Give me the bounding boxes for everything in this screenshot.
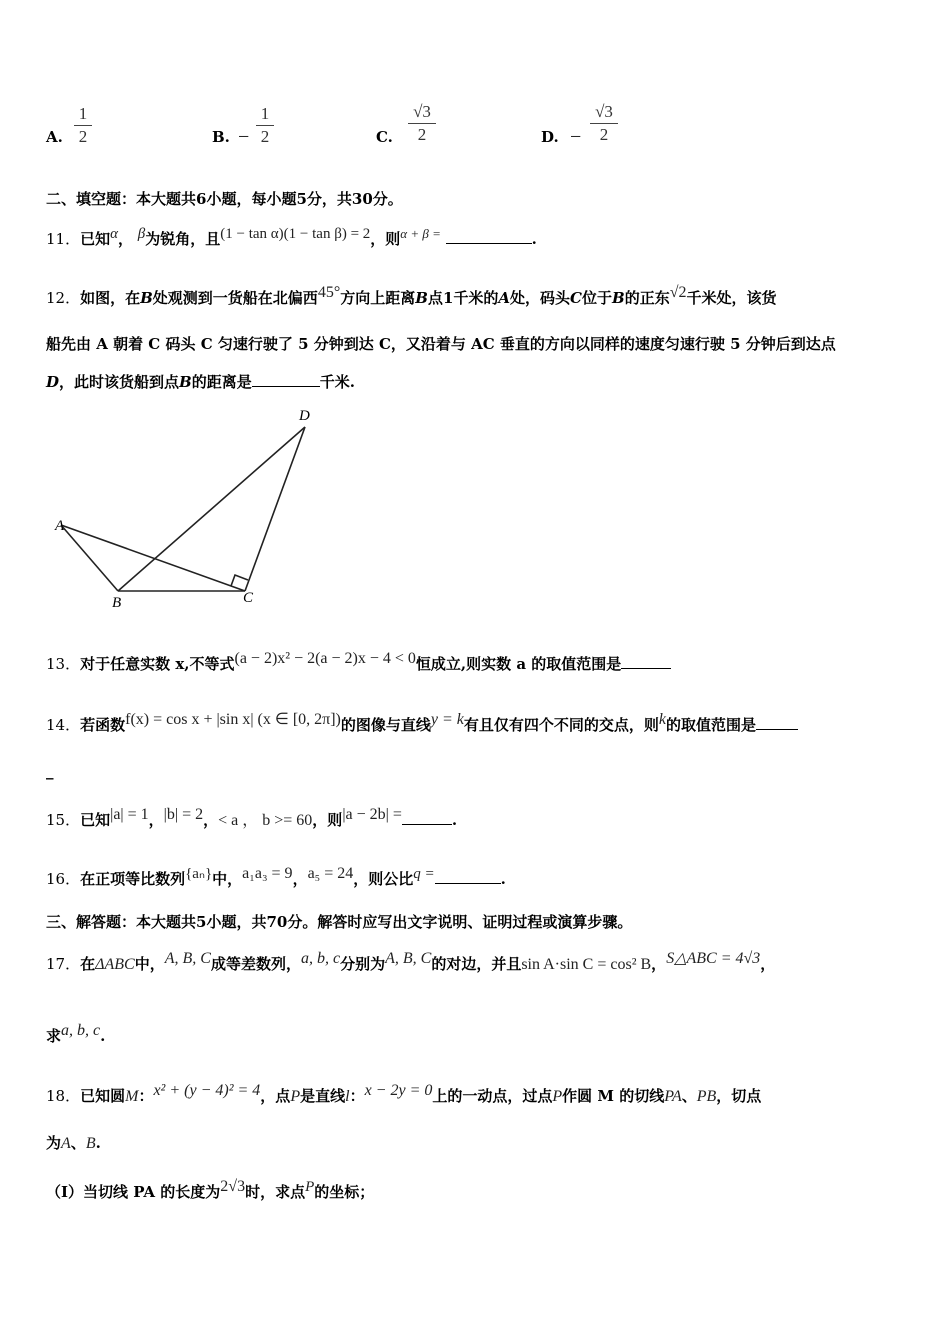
option-b-sign: − bbox=[238, 126, 250, 148]
q17-line-2: 求$^{a, b, c}$. bbox=[46, 1022, 106, 1045]
q17-line-1: 17．在ΔABC中，$^{A, B, C}$成等差数列，$^{a, b, c}$分别为$^{A, B, C}$的对边，并且sin A·sin C = cos² B，$^{S\triangle ABC = 4√3}$， bbox=[46, 950, 776, 973]
label-a: A bbox=[55, 518, 65, 534]
segment-bd bbox=[118, 427, 305, 591]
q18-part-1: （Ⅰ）当切线 PA 的长度为$^{2√3}$时，求点$^P$的坐标； bbox=[46, 1178, 375, 1201]
q14-line: 14．若函数$^{f(x) = cos x + |sin x| (x \in [0, 2\pi])}$的图像与直线$^{y = k}$有且仅有四个不同的交点，则$^k$的取值范围是 bbox=[46, 709, 798, 735]
q18-line-2: 为A、B. bbox=[46, 1134, 101, 1152]
label-d: D bbox=[299, 408, 310, 424]
section-2-heading: 二、填空题：本大题共6小题，每小题5分，共30分。 bbox=[46, 190, 403, 208]
q13-line: 13．对于任意实数 x,不等式$^{(a - 2)x^2 - 2(a - 2)x - 4 < 0}$恒成立,则实数 a 的取值范围是 bbox=[46, 650, 671, 674]
segment-cd bbox=[245, 427, 305, 591]
option-d-letter: D. bbox=[541, 128, 559, 146]
option-d-sign: − bbox=[570, 126, 582, 148]
right-angle-mark bbox=[231, 575, 248, 586]
q12-line-1: 12．如图，在B处观测到一货船在北偏西$^{45^\circ}$方向上距离B点1千米的A处，码头C位于B的正东$^{√2}$千米处，该货 bbox=[46, 284, 777, 307]
option-a-letter: A. bbox=[46, 128, 63, 146]
q16-line: 16．在正项等比数列$^{\{a_n\}}$中，$^{a_1a_3 = 9}$，$^{a_5 = 24}$，则公比$^{q =}$ . bbox=[46, 865, 506, 888]
q15-line: 15．已知$^{|a| = 1}$，$^{|b| = 2}$，< a ， b >= 60，则$^{|a - 2b| =}$ . bbox=[46, 806, 458, 829]
triangle-figure bbox=[40, 400, 340, 615]
label-b: B bbox=[112, 595, 122, 611]
q11-line: 11．已知$^\alpha$， $^\beta$为锐角，且$^{(1 - tan \alpha)(1 - tan \beta) = 2}$，则$^{\alpha + \beta =}$ . bbox=[46, 226, 537, 248]
q12-line-2: 船先由 A 朝着 C 码头 C 匀速行驶了 5 分钟到达 C，又沿着与 AC 垂直的方向以同样的速度匀速行驶 5 分钟后到达点 bbox=[46, 335, 836, 353]
option-b-letter: B. bbox=[212, 128, 230, 146]
option-a-fraction: 1 2 bbox=[74, 104, 92, 147]
q14-continuation: _ bbox=[46, 762, 54, 780]
option-c-letter: C. bbox=[376, 128, 393, 146]
q18-line-1: 18．已知圆M：$^{x^2 + (y - 4)^2 = 4}$，点P是直线l：$^{x - 2y = 0}$上的一动点，过点P作圆 M 的切线PA、PB，切点 bbox=[46, 1082, 762, 1105]
label-c: C bbox=[243, 590, 254, 606]
option-c-fraction: √3 2 bbox=[408, 102, 436, 145]
q12-line-3: D，此时该货船到点B的距离是 千米. bbox=[46, 373, 355, 391]
option-b-fraction: 1 2 bbox=[256, 104, 274, 147]
section-3-heading: 三、解答题：本大题共5小题，共70分。解答时应写出文字说明、证明过程或演算步骤。 bbox=[46, 913, 633, 931]
option-d-fraction: √3 2 bbox=[590, 102, 618, 145]
